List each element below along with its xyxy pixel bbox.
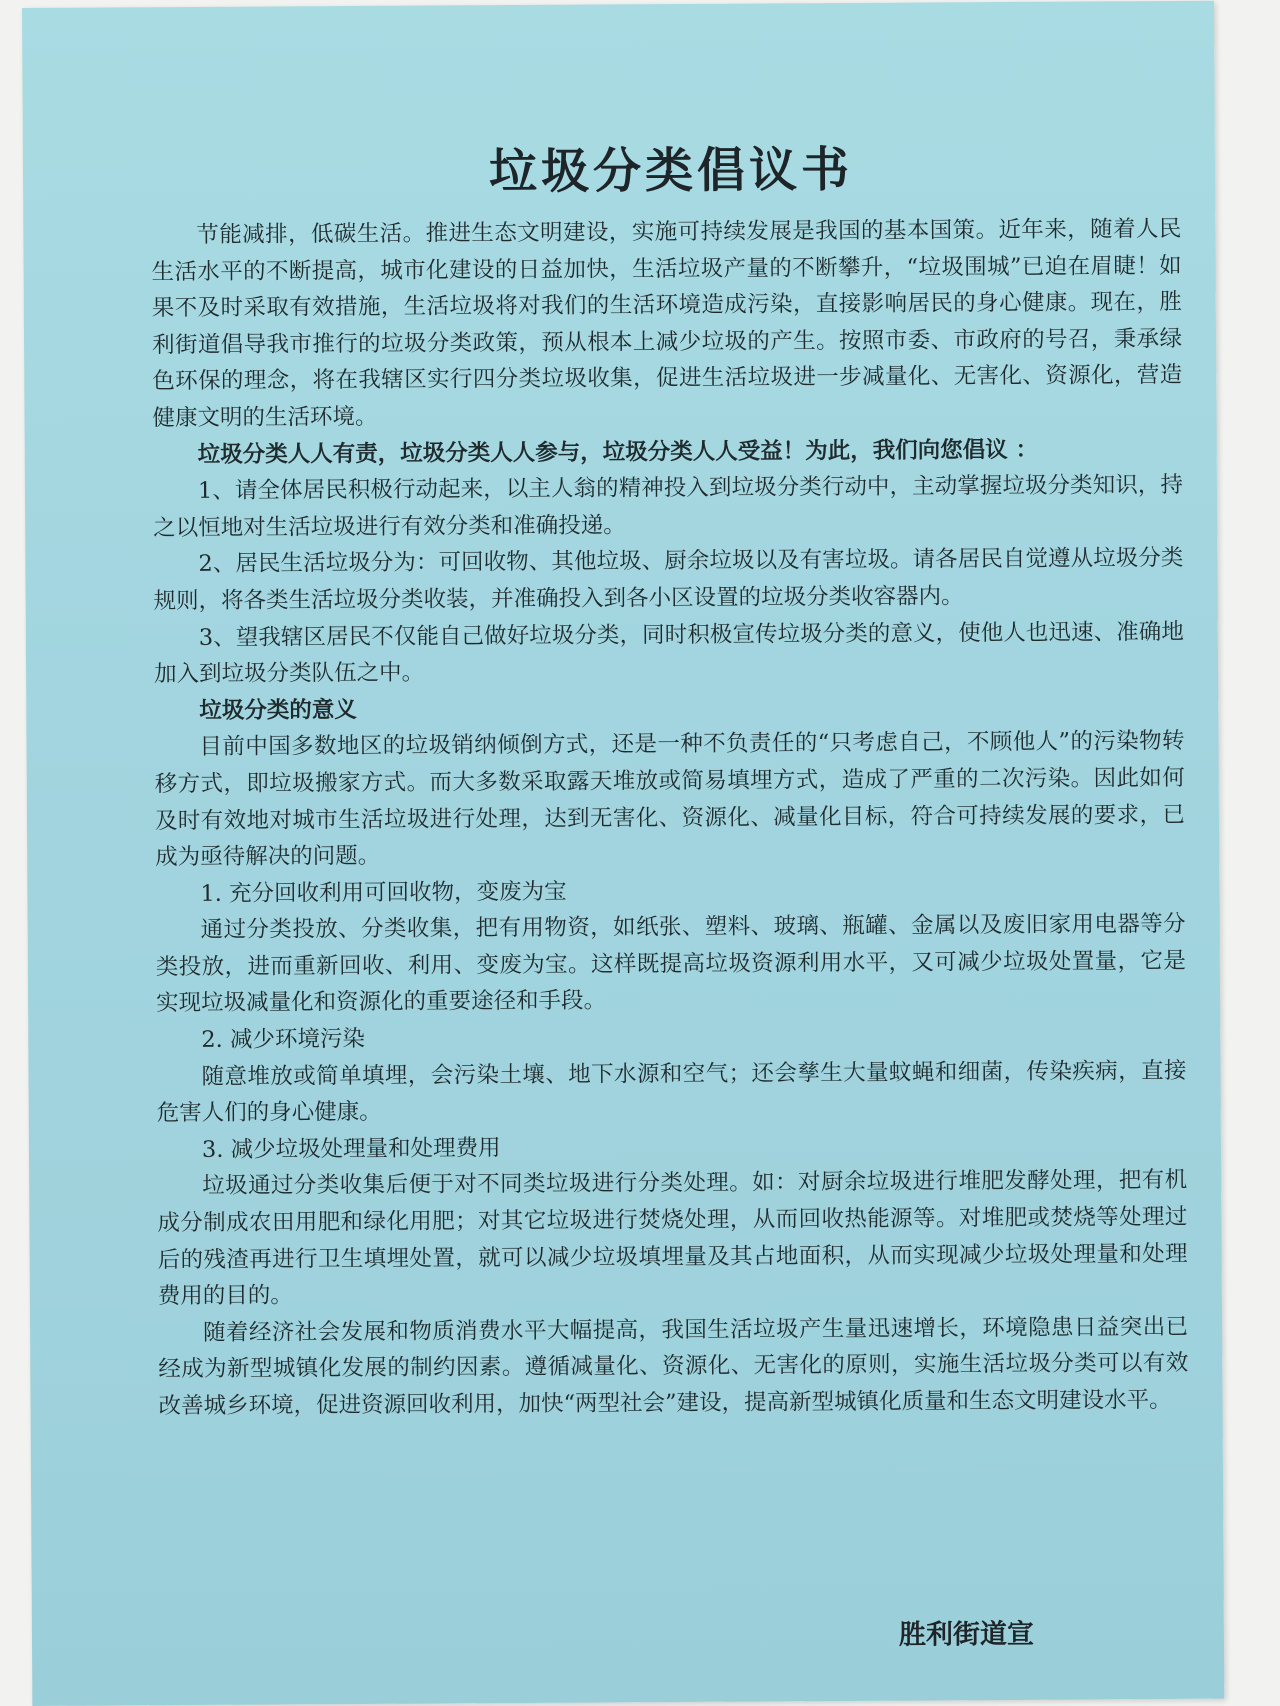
proposal-item-3: 3、望我辖区居民不仅能自己做好垃圾分类，同时积极宣传垃圾分类的意义，使他人也迅速、准确地加入到垃圾分类队伍之中。 xyxy=(153,618,1184,688)
significance-heading: 垃圾分类的意义 xyxy=(199,696,357,724)
proposal-item-1: 1、请全体居民积极行动起来，以主人翁的精神投入到垃圾分类行动中，主动掌握垃圾分类知识，持之以恒地对生活垃圾进行有效分类和准确投递。 xyxy=(153,472,1184,541)
slogan-paragraph: 垃圾分类人人有责，垃圾分类人人参与，垃圾分类人人受益！为此，我们向您倡议 ： xyxy=(197,436,1039,468)
point-2-heading: 2. 减少环境污染 xyxy=(201,1025,366,1053)
document-content xyxy=(150,1,1190,1420)
point-3-heading: 3. 减少垃圾处理量和处理费用 xyxy=(201,1134,501,1163)
document-title: 垃圾分类倡议书 xyxy=(488,141,854,201)
intro-paragraph: 节能减排，低碳生活。推进生态文明建设，实施可持续发展是我国的基本国策。近年来，随着人民生活水平的不断提高，城市化建设的日益加快，生活垃圾产量的不断攀升，“垃圾围城”已迫在眉睫！如果不及时采取有效措施，生活垃圾将对我们的生活环境造成污染，直接影响居民的身心健康。现在，胜利街道倡导我市推行的垃圾分类政策，预从根本上减少垃圾的产生。按照市委、市政府的号召，秉承绿色环保的理念，将在我辖区实行四分类垃圾收集，促进生活垃圾进一步减量化、无害化、资源化，营造健康文明的生活环境。 xyxy=(151,215,1183,432)
signature: 胜利街道宣 xyxy=(898,1618,1035,1651)
conclusion-paragraph: 随着经济社会发展和物质消费水平大幅提高，我国生活垃圾产生量迅速增长，环境隐患日益突出已经成为新型城镇化发展的制约因素。遵循减量化、资源化、无害化的原则，实施生活垃圾分类可以有效改善城乡环境，促进资源回收利用，加快“两型社会”建设，提高新型城镇化质量和生态文明建设水平。 xyxy=(158,1313,1189,1420)
proposal-sheet xyxy=(22,1,1224,1706)
point-2-text: 随意堆放或简单填埋，会污染土壤、地下水源和空气；还会孳生大量蚊蝇和细菌，传染疾病，直接危害人们的身心健康。 xyxy=(156,1057,1187,1127)
point-3-text: 垃圾通过分类收集后便于对不同类垃圾进行分类处理。如：对厨余垃圾进行堆肥发酵处理，把有机成分制成农田用肥和绿化用肥；对其它垃圾进行焚烧处理，从而回收热能源等。对堆肥或焚烧等处理过后的残渣再进行卫生填埋处置，就可以减少垃圾填埋量及其占地面积，从而实现减少垃圾处理量和处理费用的目的。 xyxy=(157,1167,1188,1310)
document-body xyxy=(151,211,1188,1425)
proposal-item-2: 2、居民生活垃圾分为：可回收物、其他垃圾、厨余垃圾以及有害垃圾。请各居民自觉遵从垃圾分类规则，将各类生活垃圾分类收装，并准确投入到各小区设置的垃圾分类收容器内。 xyxy=(153,545,1184,615)
significance-intro-paragraph: 目前中国多数地区的垃圾销纳倾倒方式，还是一种不负责任的“只考虑自己，不顾他人”的污染物转移方式，即垃圾搬家方式。而大多数采取露天堆放或简易填埋方式，造成了严重的二次污染。因此如何及时有效地对城市生活垃圾进行处理，达到无害化、资源化、减量化目标，符合可持续发展的要求，已成为亟待解决的问题。 xyxy=(154,728,1186,871)
point-1-heading: 1. 充分回收利用可回收物，变废为宝 xyxy=(200,878,567,907)
point-1-text: 通过分类投放、分类收集，把有用物资，如纸张、塑料、玻璃、瓶罐、金属以及废旧家用电器等分类投放，进而重新回收、利用、变废为宝。这样既提高垃圾资源利用水平，又可减少垃圾处置量，它是实现垃圾减量化和资源化的重要途径和手段。 xyxy=(155,911,1186,1017)
